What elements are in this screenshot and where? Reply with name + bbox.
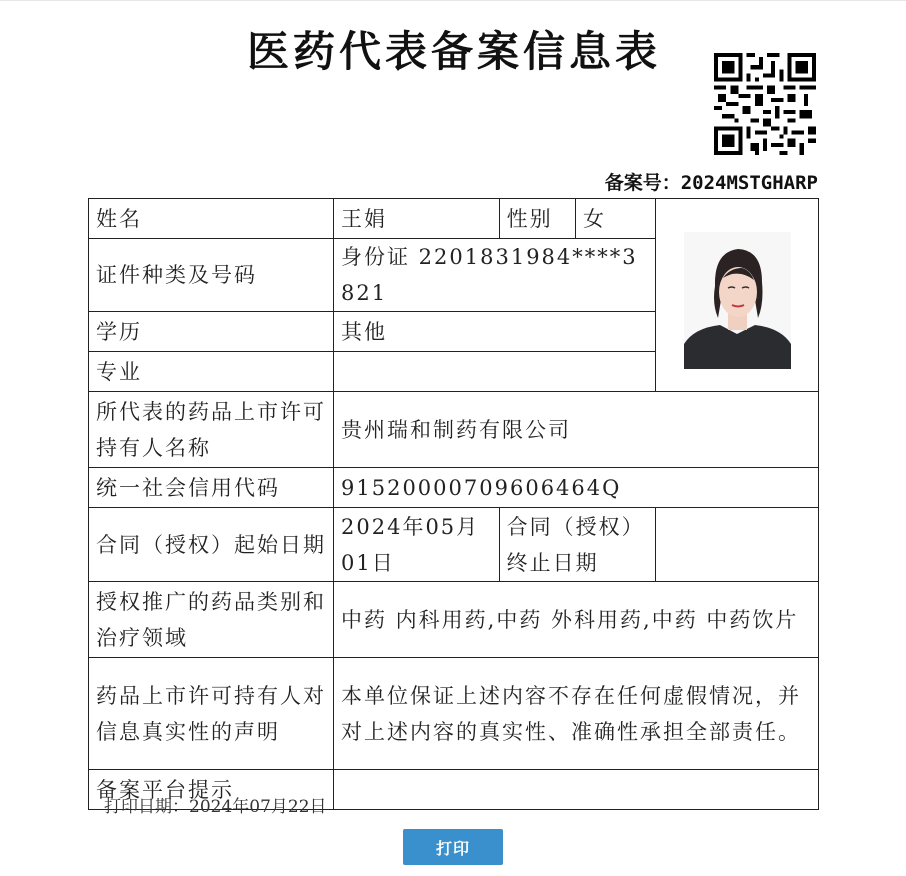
contract-end-value (656, 508, 819, 582)
education-label: 学历 (89, 312, 334, 352)
contract-start-label: 合同（授权）起始日期 (89, 508, 334, 582)
platform-label: 备案平台提示 (89, 770, 334, 810)
education-value: 其他 (334, 312, 656, 352)
print-button[interactable]: 打印 (403, 829, 503, 865)
major-value (334, 352, 656, 392)
top-divider (0, 0, 906, 1)
declaration-label: 药品上市许可持有人对信息真实性的声明 (89, 658, 334, 770)
contract-end-label: 合同（授权）终止日期 (499, 508, 656, 582)
name-value: 王娟 (334, 199, 500, 239)
print-date: 打印日期：2024年07月22日 (104, 797, 327, 817)
holder-label: 所代表的药品上市许可持有人名称 (89, 392, 334, 468)
info-table (88, 198, 819, 810)
category-value: 中药 内科用药,中药 外科用药,中药 中药饮片 (334, 582, 819, 658)
gender-value: 女 (575, 199, 655, 239)
person-photo (684, 232, 791, 369)
page-title: 医药代表备案信息表 (246, 27, 661, 76)
category-label: 授权推广的药品类别和治疗领域 (89, 582, 334, 658)
photo-cell (656, 199, 819, 392)
qr-code-icon (714, 53, 816, 155)
id-label: 证件种类及号码 (89, 239, 334, 312)
gender-label: 性别 (499, 199, 575, 239)
name-label: 姓名 (89, 199, 334, 239)
holder-value: 贵州瑞和制药有限公司 (334, 392, 819, 468)
platform-value (334, 770, 819, 810)
record-number: 备案号：2024MSTGHARP (604, 172, 818, 194)
id-value: 身份证 2201831984****3821 (334, 239, 656, 312)
credit-code-value: 91520000709606464Q (334, 468, 819, 508)
declaration-value: 本单位保证上述内容不存在任何虚假情况，并对上述内容的真实性、准确性承担全部责任。 (334, 658, 819, 770)
major-label: 专业 (89, 352, 334, 392)
credit-code-label: 统一社会信用代码 (89, 468, 334, 508)
contract-start-value: 2024年05月01日 (334, 508, 500, 582)
